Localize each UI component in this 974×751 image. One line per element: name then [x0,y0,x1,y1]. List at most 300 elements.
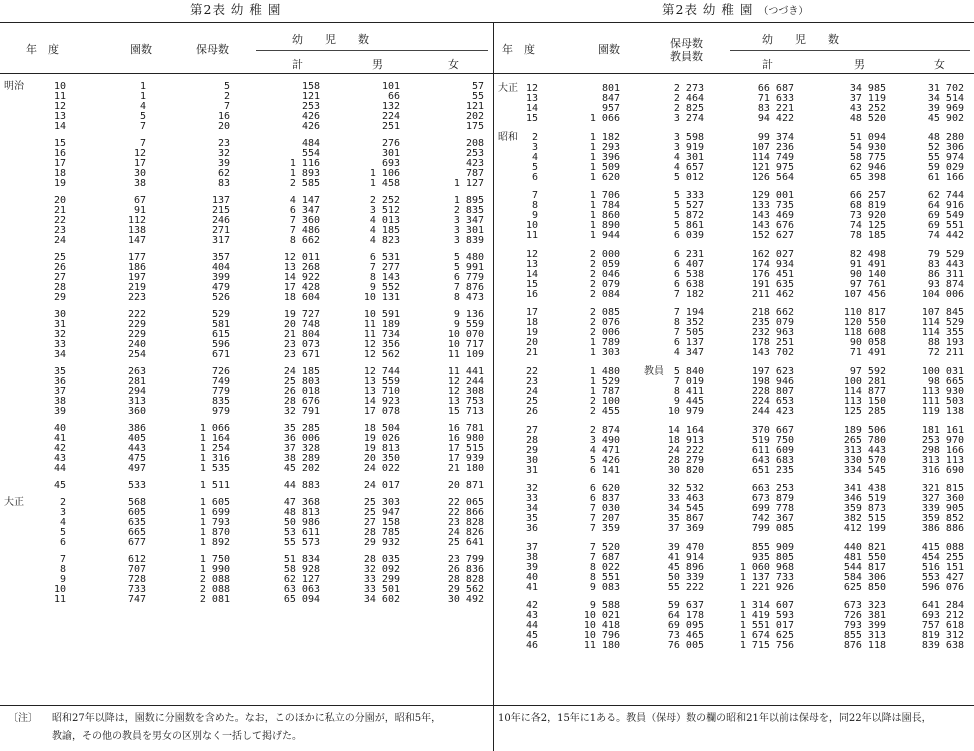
gardens-cell: 2 455 [589,406,620,417]
year-cell: 40 [53,423,66,434]
total-cell: 12 011 [283,252,320,263]
year-cell: 18 [525,317,538,329]
year-cell: 8 [531,200,538,212]
female-cell: 9 559 [453,319,484,330]
gardens-cell: 186 [127,262,146,273]
gardens-cell: 2 076 [589,317,620,329]
header-male: 男 [854,58,865,71]
male-cell: 313 443 [843,444,886,456]
year-cell: 22 [53,215,66,226]
male-cell: 12 744 [363,366,400,377]
gardens-cell: 229 [127,329,146,340]
teachers-cell: 1 892 [199,537,230,548]
male-cell: 29 932 [363,537,400,548]
right-table [494,0,974,705]
total-cell: 126 564 [751,171,794,183]
gardens-cell: 6 837 [589,493,620,505]
teachers-cell: 6 638 [673,278,704,290]
total-cell: 19 727 [283,309,320,320]
teachers-cell: 73 465 [667,630,704,642]
table-row [0,565,494,575]
teachers-cell: 32 [217,148,230,159]
gardens-cell: 1 784 [589,200,620,212]
table-row [0,350,494,360]
gardens-cell: 533 [127,480,146,491]
total-cell: 21 804 [283,329,320,340]
teachers-cell: 20 [217,121,230,132]
female-cell: 10 717 [447,339,484,350]
gardens-cell: 1 620 [589,171,620,183]
teachers-cell: 18 913 [667,434,704,446]
gardens-cell: 1 293 [589,141,620,153]
male-cell: 693 [381,158,400,169]
teachers-cell: 5 840 [673,366,704,377]
header-gardens: 園数 [130,43,152,56]
gardens-cell: 7 [139,138,146,149]
table-row [0,139,494,149]
gardens-cell: 1 396 [589,151,620,163]
table-row [0,595,494,605]
header-children: 幼 児 数 [762,33,839,46]
teachers-cell: 526 [211,292,230,303]
male-cell: 14 923 [363,396,400,407]
teachers-cell: 8 411 [673,386,704,397]
year-cell: 11 [53,91,66,102]
teachers-cell: 5 333 [673,190,704,202]
male-cell: 855 313 [843,630,886,642]
gardens-cell: 7 030 [589,503,620,515]
teachers-cell: 1 793 [199,517,230,528]
gardens-cell: 728 [127,574,146,585]
teachers-cell: 59 637 [667,600,704,612]
teachers-cell: 28 279 [667,454,704,466]
year-cell: 20 [53,195,66,206]
year-cell: 44 [525,620,538,632]
male-cell: 584 306 [843,571,886,583]
male-cell: 65 398 [849,171,886,183]
total-cell: 66 687 [757,83,794,94]
male-cell: 125 285 [843,406,886,417]
female-cell: 74 442 [927,230,964,242]
total-cell: 1 116 [289,158,320,169]
male-cell: 71 491 [849,347,886,359]
total-cell: 94 422 [757,113,794,124]
total-cell: 651 235 [751,464,794,476]
teachers-cell: 55 222 [667,581,704,593]
total-cell: 83 221 [757,103,794,114]
gardens-cell: 38 [133,178,146,189]
table-row [0,555,494,565]
male-cell: 20 350 [363,453,400,464]
gardens-cell: 475 [127,453,146,464]
female-cell: 11 441 [447,366,484,377]
female-cell: 339 905 [921,503,964,515]
male-cell: 334 545 [843,464,886,476]
year-cell: 9 [531,210,538,222]
header-male: 男 [372,58,383,71]
right-table-title [662,0,808,18]
female-cell: 55 974 [927,151,964,163]
male-cell: 107 456 [843,288,886,300]
year-cell: 19 [525,327,538,339]
teachers-cell: 45 896 [667,561,704,573]
male-cell: 132 [381,101,400,112]
male-cell: 118 608 [843,327,886,339]
female-cell: 3 301 [453,225,484,236]
total-cell: 197 623 [751,366,794,377]
male-cell: 101 [381,81,400,92]
year-cell: 4 [59,517,66,528]
male-cell: 359 873 [843,503,886,515]
year-cell: 10 [53,584,66,595]
male-cell: 34 985 [849,83,886,94]
male-cell: 74 125 [849,220,886,232]
table-row [494,436,974,446]
female-cell: 22 065 [447,497,484,508]
total-cell: 47 368 [283,497,320,508]
male-cell: 876 118 [843,640,886,652]
table-row [494,290,974,300]
gardens-cell: 2 006 [589,327,620,339]
female-cell: 30 492 [447,594,484,605]
year-cell: 32 [53,329,66,340]
gardens-cell: 386 [127,423,146,434]
total-cell: 48 813 [283,507,320,518]
teachers-cell: 1 511 [199,480,230,491]
gardens-cell: 497 [127,463,146,474]
female-cell: 553 427 [921,571,964,583]
teachers-cell: 1 870 [199,527,230,538]
teachers-cell: 835 [211,396,230,407]
female-cell: 298 166 [921,444,964,456]
total-cell: 673 879 [751,493,794,505]
male-cell: 189 506 [843,424,886,436]
year-cell: 6 [59,537,66,548]
male-cell: 224 [381,111,400,122]
male-cell: 265 780 [843,434,886,446]
teachers-cell: 1 699 [199,507,230,518]
teachers-cell: 4 347 [673,347,704,359]
male-cell: 8 143 [369,272,400,283]
table-row [494,611,974,621]
teachers-cell: 3 274 [673,113,704,124]
year-cell: 32 [525,483,538,495]
male-cell: 113 150 [843,396,886,407]
male-cell: 2 252 [369,195,400,206]
total-cell: 228 807 [751,386,794,397]
gardens-cell: 263 [127,366,146,377]
total-cell: 211 462 [751,288,794,300]
female-cell: 45 902 [927,113,964,124]
total-cell: 38 289 [283,453,320,464]
teachers-cell: 83 [217,178,230,189]
female-cell: 9 136 [453,309,484,320]
female-cell: 1 127 [453,178,484,189]
teachers-cell: 32 532 [667,483,704,495]
year-cell: 7 [59,554,66,565]
header-female: 女 [934,58,945,71]
teachers-cell: 8 352 [673,317,704,329]
total-cell: 71 633 [757,93,794,104]
table-row [494,280,974,290]
gardens-cell: 30 [133,168,146,179]
total-cell: 50 986 [283,517,320,528]
table-row [494,211,974,221]
table-row [0,330,494,340]
year-cell: 16 [525,288,538,300]
gardens-cell: 10 021 [583,610,620,622]
female-cell: 8 473 [453,292,484,303]
total-cell: 24 185 [283,366,320,377]
table-row [494,338,974,348]
teachers-cell: 2 825 [673,103,704,114]
gardens-cell: 360 [127,406,146,417]
male-cell: 412 199 [843,523,886,535]
female-cell: 62 744 [927,190,964,202]
gardens-cell: 1 529 [589,376,620,387]
total-cell: 178 251 [751,337,794,349]
gardens-cell: 1 787 [589,386,620,397]
gardens-cell: 635 [127,517,146,528]
teachers-cell: 581 [211,319,230,330]
gardens-cell: 254 [127,349,146,360]
female-cell: 757 618 [921,620,964,632]
female-cell: 61 166 [927,171,964,183]
gardens-cell: 9 588 [589,600,620,612]
teachers-cell: 34 545 [667,503,704,515]
female-cell: 88 193 [927,337,964,349]
female-cell: 313 113 [921,454,964,466]
year-cell: 15 [53,138,66,149]
table-row [494,133,974,143]
female-cell: 64 916 [927,200,964,212]
teachers-cell: 1 164 [199,433,230,444]
total-cell: 51 834 [283,554,320,565]
header-teachers-2: 教員数 [670,50,703,63]
table-row [494,114,974,124]
table-row [0,102,494,112]
year-cell: 41 [53,433,66,444]
left-table [0,0,494,705]
total-cell: 36 006 [283,433,320,444]
male-cell: 17 078 [363,406,400,417]
male-cell: 48 520 [849,113,886,124]
year-cell: 3 [531,141,538,153]
header-year: 年 度 [502,43,535,56]
gardens-cell: 10 796 [583,630,620,642]
table-row [494,348,974,358]
table-row [494,446,974,456]
female-cell: 423 [465,158,484,169]
year-cell: 13 [53,111,66,122]
table-row [494,397,974,407]
teachers-cell: 69 095 [667,620,704,632]
male-cell: 25 947 [363,507,400,518]
female-cell: 83 443 [927,258,964,270]
teachers-cell: 1 254 [199,443,230,454]
table-row [0,340,494,350]
year-cell: 44 [53,463,66,474]
teachers-cell: 7 182 [673,288,704,300]
total-cell: 26 018 [283,386,320,397]
gardens-cell: 281 [127,376,146,387]
gardens-cell: 7 [139,121,146,132]
female-cell: 202 [465,111,484,122]
table-row [494,191,974,201]
female-cell: 208 [465,138,484,149]
year-cell: 29 [53,292,66,303]
year-cell: 15 [525,278,538,290]
female-cell: 39 969 [927,103,964,114]
female-cell: 100 031 [921,366,964,377]
table-row [0,444,494,454]
table-row [0,575,494,585]
table-row [494,601,974,611]
female-cell: 386 886 [921,523,964,535]
gardens-cell: 677 [127,537,146,548]
year-cell: 2 [531,131,538,143]
teachers-cell: 2 088 [199,584,230,595]
header-teachers-1: 保母数 [670,37,703,50]
total-cell: 8 662 [289,235,320,246]
teachers-cell: 779 [211,386,230,397]
female-cell: 7 876 [453,282,484,293]
header-gardens: 園数 [598,43,620,56]
header-teachers: 保母数 [196,43,229,56]
male-cell: 19 026 [363,433,400,444]
gardens-cell: 1 066 [589,113,620,124]
male-cell: 18 504 [363,423,400,434]
total-cell: 32 791 [283,406,320,417]
table-row [0,253,494,263]
male-cell: 301 [381,148,400,159]
gardens-cell: 9 083 [589,581,620,593]
year-cell: 33 [53,339,66,350]
male-cell: 51 094 [849,131,886,143]
gardens-cell: 2 874 [589,424,620,436]
table-row [0,122,494,132]
note-line2: 教諭，その他の教員を男女の区別なく一括して掲げた。 [52,731,302,742]
era-label: 大正 [498,83,518,94]
total-cell: 174 934 [751,258,794,270]
year-cell: 31 [53,319,66,330]
total-cell: 143 469 [751,210,794,222]
teachers-cell: 399 [211,272,230,283]
table-row [0,518,494,528]
female-cell: 327 360 [921,493,964,505]
male-cell: 673 323 [843,600,886,612]
male-cell: 24 017 [363,480,400,491]
gardens-cell: 1 [139,81,146,92]
table-row [494,514,974,524]
male-cell: 62 946 [849,161,886,173]
teachers-cell: 33 463 [667,493,704,505]
male-cell: 120 550 [843,317,886,329]
gardens-cell: 229 [127,319,146,330]
female-cell: 6 779 [453,272,484,283]
note-line1-right: 10年に各2，15年に1ある。教員（保母）数の欄の昭和21年以前は保母を，同22年以降は園長， [498,713,932,724]
right-table-header [494,22,974,74]
female-cell: 839 638 [921,640,964,652]
teachers-cell: 479 [211,282,230,293]
teachers-cell: 7 019 [673,376,704,387]
year-cell: 34 [525,503,538,515]
year-cell: 45 [53,480,66,491]
year-cell: 24 [525,386,538,397]
year-cell: 17 [525,307,538,319]
total-cell: 13 268 [283,262,320,273]
table-row [494,504,974,514]
male-cell: 27 158 [363,517,400,528]
total-cell: 114 749 [751,151,794,163]
gardens-cell: 1 860 [589,210,620,222]
teachers-cell: 14 164 [667,424,704,436]
teachers-cell: 529 [211,309,230,320]
table-row [0,169,494,179]
total-cell: 62 127 [283,574,320,585]
gardens-cell: 112 [127,215,146,226]
table-row [0,236,494,246]
header-children: 幼 児 数 [292,33,369,46]
gardens-cell: 1 944 [589,230,620,242]
table-row [494,543,974,553]
teachers-cell: 4 657 [673,161,704,173]
teachers-cell: 1 316 [199,453,230,464]
male-cell: 91 491 [849,258,886,270]
total-cell: 107 236 [751,141,794,153]
teachers-cell: 6 039 [673,230,704,242]
teachers-cell: 5 527 [673,200,704,212]
total-cell: 1 419 593 [739,610,794,622]
total-cell: 37 328 [283,443,320,454]
table-row [0,216,494,226]
gardens-cell: 2 000 [589,248,620,260]
female-cell: 25 641 [447,537,484,548]
year-cell: 11 [53,594,66,605]
gardens-cell: 2 059 [589,258,620,270]
table-row [494,563,974,573]
gardens-cell: 405 [127,433,146,444]
table-row [0,196,494,206]
teachers-cell: 37 369 [667,523,704,535]
gardens-cell: 7 687 [589,551,620,563]
teachers-cell: 6 407 [673,258,704,270]
table-row [494,456,974,466]
table-row [494,308,974,318]
total-cell: 6 347 [289,205,320,216]
male-cell: 100 281 [843,376,886,387]
female-cell: 23 799 [447,554,484,565]
male-cell: 11 734 [363,329,400,340]
year-cell: 12 [525,83,538,94]
teachers-cell: 2 081 [199,594,230,605]
female-cell: 12 244 [447,376,484,387]
male-cell: 73 920 [849,210,886,222]
teachers-cell: 1 750 [199,554,230,565]
teachers-cell: 24 222 [667,444,704,456]
male-cell: 3 512 [369,205,400,216]
female-cell: 79 529 [927,248,964,260]
teachers-cell: 2 464 [673,93,704,104]
total-cell: 121 975 [751,161,794,173]
teachers-cell: 5 872 [673,210,704,222]
male-cell: 97 592 [849,366,886,377]
year-cell: 2 [59,497,66,508]
female-cell: 20 871 [447,480,484,491]
female-cell: 17 515 [447,443,484,454]
teachers-cell: 7 [223,101,230,112]
total-cell: 158 [301,81,320,92]
